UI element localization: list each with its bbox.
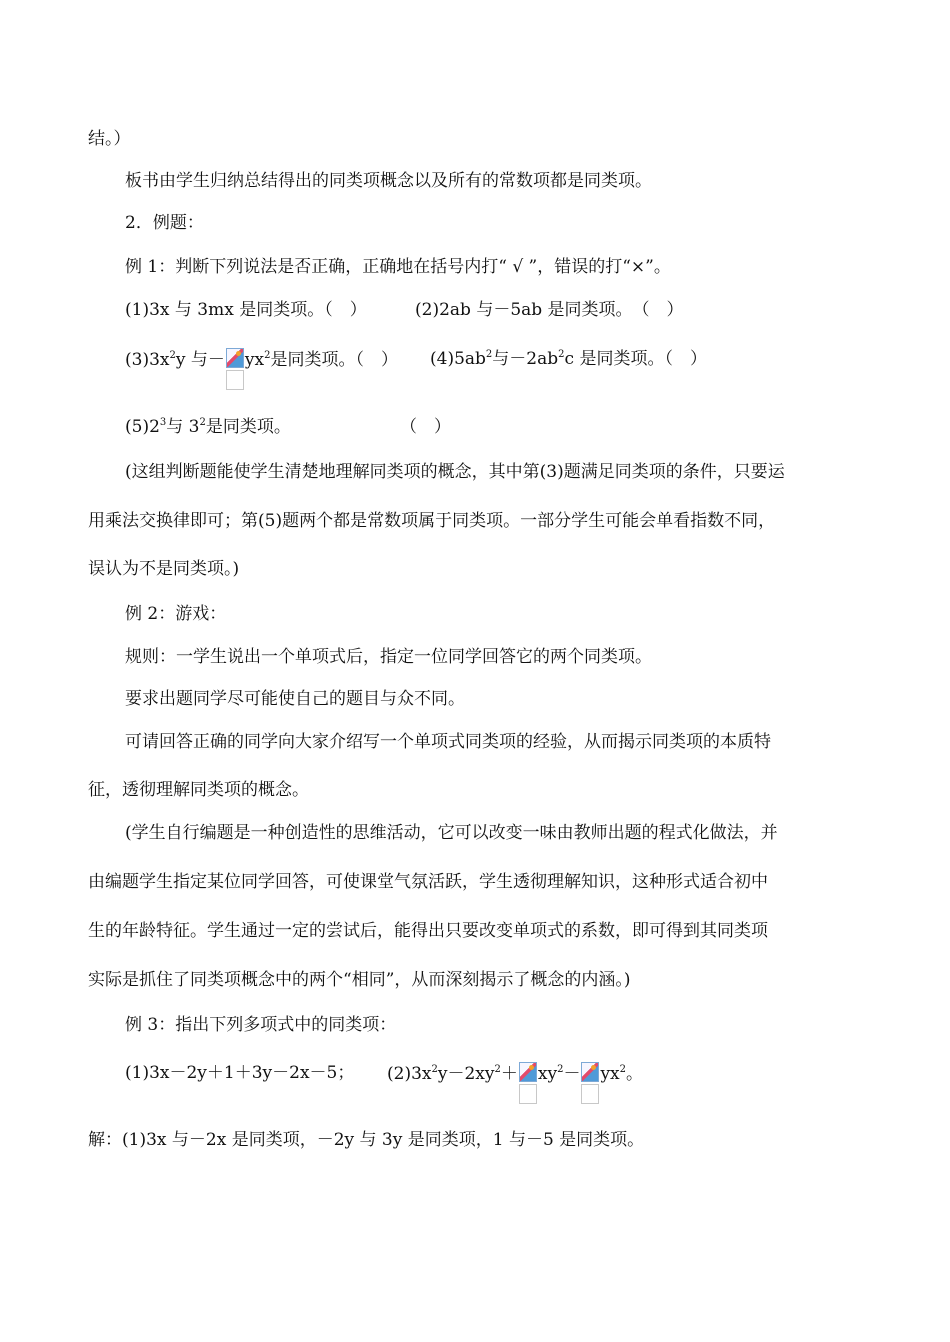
solution-line: 解：(1)3x 与－2x 是同类项，－2y 与 3y 是同类项，1 与－5 是同类项。 [88, 1130, 645, 1150]
note-line: 误认为不是同类项。) [88, 559, 240, 579]
broken-image-icon [581, 1062, 599, 1082]
note-line: 生的年龄特征。学生通过一定的尝试后，能得出只要改变单项式的系数，即可得到其同类项 [88, 921, 768, 941]
fraction-image [519, 1062, 537, 1082]
broken-image-icon [226, 348, 244, 368]
section-heading: 2．例题： [125, 213, 204, 233]
text-line: 规则：一学生说出一个单项式后，指定一位同学回答它的两个同类项。 [125, 647, 652, 667]
question-2: (2)2ab 与－5ab 是同类项。 （ ） [415, 300, 684, 320]
text-line: 要求出题同学尽可能使自己的题目与众不同。 [125, 689, 465, 709]
fraction-image [581, 1062, 599, 1082]
example-heading: 例 3：指出下列多项式中的同类项： [125, 1015, 397, 1035]
question-4: $(4)5ab^2$与$-2ab^2c$ 是同类项。（ ） [430, 349, 707, 369]
note-line: 用乘法交换律即可；第(5)题两个都是常数项属于同类项。一部分学生可能会单看指数不同， [88, 511, 776, 531]
fraction-image [226, 348, 244, 368]
example-heading: 例 2：游戏： [125, 604, 227, 624]
polynomial-1: (1)3x－2y＋1＋3y－2x－5； [125, 1063, 355, 1083]
note-line: (这组判断题能使学生清楚地理解同类项的概念，其中第(3)题满足同类项的条件，只要运 [125, 462, 785, 482]
question-5-bracket: （ ） [400, 417, 451, 437]
text-line: 可请回答正确的同学向大家介绍写一个单项式同类项的经验，从而揭示同类项的本质特 [125, 732, 771, 752]
broken-image-icon [519, 1062, 537, 1082]
text-line: 板书由学生归纳总结得出的同类项概念以及所有的常数项都是同类项。 [125, 171, 652, 191]
question-3: $(3)3x^2y$ 与－ $yx^2$是同类项。（ ） [125, 348, 398, 371]
question-5: $(5)2^3$与 $3^2$是同类项。 [125, 417, 291, 437]
note-line: (学生自行编题是一种创造性的思维活动，它可以改变一味由教师出题的程式化做法，并 [125, 823, 778, 843]
text-line: 结。） [88, 129, 131, 149]
text-line: 征，透彻理解同类项的概念。 [88, 780, 309, 800]
note-line: 由编题学生指定某位同学回答，可使课堂气氛活跃，学生透彻理解知识，这种形式适合初中 [88, 872, 768, 892]
polynomial-2: $(2)3x^2y-2xy^2+$ $xy^2-$ $yx^2$。 [387, 1062, 643, 1085]
note-line: 实际是抓住了同类项概念中的两个“相同”，从而深刻揭示了概念的内涵。) [88, 970, 631, 990]
question-1: (1)3x 与 3mx 是同类项。（ ） [125, 300, 367, 320]
example-heading: 例 1：判断下列说法是否正确，正确地在括号内打“ √ ”，错误的打“×”。 [125, 257, 671, 277]
